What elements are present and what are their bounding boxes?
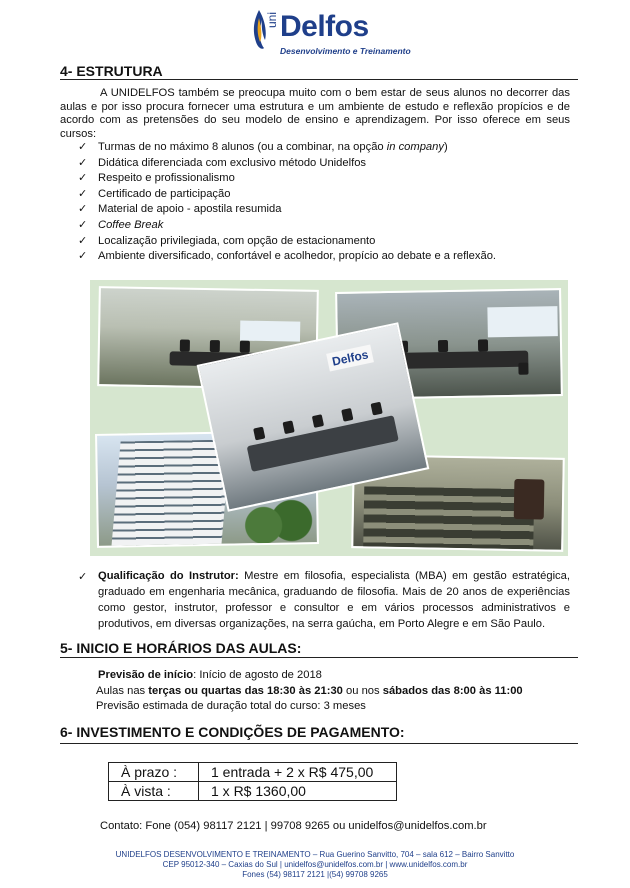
footer-phones: Fones (54) 98117 2121 |(54) 99708 9265 — [242, 870, 388, 879]
logo-tagline: Desenvolvimento e Treinamento — [280, 46, 411, 56]
check-icon: ✓ — [78, 250, 88, 263]
price-label: À vista : — [109, 782, 199, 801]
contact-info: Contato: Fone (054) 98117 2121 | 99708 9265 ou unidelfos@unidelfos.com.br — [100, 820, 487, 832]
check-icon: ✓ — [78, 172, 88, 185]
check-icon: ✓ — [78, 234, 88, 247]
estrutura-intro: A UNIDELFOS também se preocupa muito com o bem estar de seus alunos no decorrer das aulas e por isso procura fornecer uma estrutura e um ambiente de estudo e reflexão propícios e de acordo com as pretensões do seu modelo de ensino e aprendizagem. Por isso oferece em seus cursos: — [60, 87, 570, 140]
check-icon: ✓ — [78, 571, 88, 583]
section-divider — [60, 657, 578, 658]
list-item: ✓ Certificado de participação — [76, 187, 496, 203]
logo-brand: Delfos — [280, 10, 369, 43]
price-value: 1 x R$ 1360,00 — [199, 782, 397, 801]
section-divider — [60, 79, 578, 80]
table-row — [109, 763, 397, 782]
price-label: À prazo : — [109, 763, 199, 782]
course-duration: Previsão estimada de duração total do curso: 3 meses — [96, 700, 366, 712]
start-date: Previsão de início: Início de agosto de 2018 — [98, 669, 322, 681]
section-title-horarios: 5- INICIO E HORÁRIOS DAS AULAS: — [60, 640, 302, 656]
facilities-photo-collage — [90, 280, 568, 556]
section-divider — [60, 743, 578, 744]
check-icon: ✓ — [78, 203, 88, 216]
check-icon: ✓ — [78, 141, 88, 153]
check-icon: ✓ — [78, 156, 88, 169]
section-title-investimento: 6- INVESTIMENTO E CONDIÇÕES DE PAGAMENTO: — [60, 724, 405, 740]
list-item: ✓ Coffee Break — [76, 218, 496, 234]
check-icon: ✓ — [78, 187, 88, 200]
list-item: ✓ Respeito e profissionalismo — [76, 171, 496, 187]
unidelfos-logo — [250, 8, 411, 60]
list-item: ✓ Ambiente diversificado, confortável e acolhedor, propício ao debate e a reflexão. — [76, 249, 496, 265]
estrutura-checklist — [76, 140, 496, 265]
logo-prefix: uni — [265, 12, 279, 29]
list-item: ✓ Didática diferenciada com exclusivo método Unidelfos — [76, 156, 496, 172]
price-table — [108, 762, 397, 801]
footer-address: UNIDELFOS DESENVOLVIMENTO E TREINAMENTO – Rua Guerino Sanvitto, 704 – sala 612 – Bairro Sanvitto — [115, 850, 515, 859]
footer-cep: CEP 95012-340 – Caxias do Sul | unidelfos@unidelfos.com.br | www.unidelfos.com.br — [162, 860, 468, 869]
list-item: ✓ Turmas de no máximo 8 alunos (ou a combinar, na opção in company) — [76, 140, 496, 156]
class-schedule: Aulas nas terças ou quartas das 18:30 às 21:30 ou nos sábados das 8:00 às 11:00 — [96, 685, 523, 697]
section-title-estrutura: 4- ESTRUTURA — [60, 63, 163, 79]
check-icon: ✓ — [78, 218, 88, 231]
instructor-qualification: ✓ Qualificação do Instrutor: Mestre em filosofia, especialista (MBA) em gestão estratégica, graduado em engenharia mecânica, graduando de filosofia. Mais de 20 anos de experiências como gestor, instrutor, professor e consultor e em vários processos administrativos e produtivos, em diversas organizações, na serra gaúcha, em Porto Alegre e em São Paulo. — [78, 570, 570, 630]
list-item: ✓ Material de apoio - apostila resumida — [76, 202, 496, 218]
photo-logo-sign: Delfos — [326, 345, 373, 372]
list-item: ✓ Localização privilegiada, com opção de estacionamento — [76, 234, 496, 250]
table-row — [109, 782, 397, 801]
price-value: 1 entrada + 2 x R$ 475,00 — [199, 763, 397, 782]
